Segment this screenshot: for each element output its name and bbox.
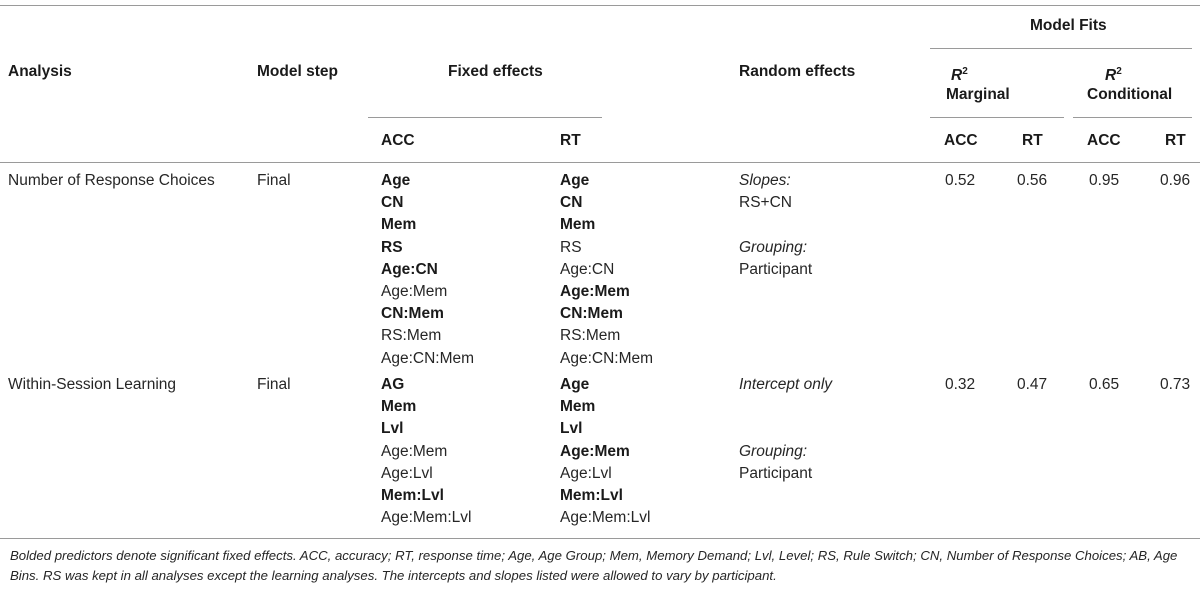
list-item: Age:Lvl [381,464,433,482]
header-bottom-rule [0,162,1200,163]
list-item: Age [381,172,411,189]
list-item: RS:Mem [560,327,621,345]
list-item: CN:Mem [381,305,444,323]
table-row-1-conditional-acc: 0.95 [1089,172,1120,189]
list-item: Age:CN [560,260,615,278]
list-item: Lvl [560,420,583,438]
table-row-2-marginal-rt: 0.47 [1017,376,1048,393]
list-item: Age:CN [381,260,438,278]
table-top-rule [0,5,1200,6]
table-row-1-conditional-rt: 0.96 [1160,172,1191,189]
table-row-2-fixed-acc [381,374,471,529]
list-item: RS:Mem [381,327,442,345]
col-header-analysis: Analysis [8,63,72,80]
model-fits-rule [930,48,1192,49]
conditional-rule [1073,117,1192,118]
list-item: Age:Mem [560,283,630,301]
list-item: Mem [560,398,596,416]
table-row-1-random-effects [739,170,812,281]
col-header-fixed-rt: RT [560,132,581,149]
table-row-1-fixed-acc [381,170,474,370]
list-item: Age:Mem [560,442,630,460]
list-item: Age [560,172,590,189]
list-item: RS+CN [739,194,792,212]
table-row-2-model-step: Final [257,376,291,393]
col-header-model-fits: Model Fits [1030,17,1107,34]
list-item: Age:Mem:Lvl [560,509,651,527]
col-header-random-effects: Random effects [739,63,856,80]
list-item: RS [560,238,582,256]
table-row-2-fixed-rt [560,374,650,529]
list-item: Intercept only [739,376,833,393]
list-item: Lvl [381,420,404,438]
list-item: Mem:Lvl [560,487,623,505]
table-row-2-marginal-acc: 0.32 [945,376,976,393]
list-item: Age:Mem:Lvl [381,509,472,527]
list-item: Age:CN:Mem [560,349,654,367]
col-header-marginal-acc: ACC [944,132,978,149]
list-item [739,396,832,418]
list-item: Age:CN:Mem [381,349,475,367]
list-item: Age:Mem [381,442,448,460]
table-row-1-marginal-rt: 0.56 [1017,172,1048,189]
list-item: Grouping: [739,442,808,460]
list-item: CN:Mem [560,305,623,323]
table-row-1-model-step: Final [257,172,291,189]
marginal-r2-symbol: $R^2$ [951,66,968,84]
list-item: Age:Lvl [560,464,612,482]
list-item: Age [560,376,590,393]
col-header-marginal: Marginal [946,86,1010,103]
table-row-2-analysis: Within-Session Learning [8,376,177,393]
col-header-conditional: Conditional [1087,86,1173,103]
list-item: Participant [739,464,813,482]
table-row-2-random-effects [739,374,832,485]
col-header-fixed-acc: ACC [381,132,415,149]
list-item: AG [381,376,405,393]
fixed-effects-rule [368,117,602,118]
list-item: Mem [381,398,417,416]
table-row-1-analysis: Number of Response Choices [8,172,215,189]
list-item: Grouping: [739,238,808,256]
col-header-conditional-acc: ACC [1087,132,1121,149]
col-header-conditional-rt: RT [1165,132,1186,149]
list-item: Participant [739,260,813,278]
conditional-r2-symbol: $R^2$ [1105,66,1122,84]
list-item: Mem:Lvl [381,487,444,505]
table-bottom-rule [0,538,1200,539]
table-row-2-conditional-rt: 0.73 [1160,376,1191,393]
table-row-2-conditional-acc: 0.65 [1089,376,1120,393]
list-item: CN [560,194,583,212]
list-item [739,214,812,236]
marginal-rule [930,117,1064,118]
col-header-marginal-rt: RT [1022,132,1043,149]
col-header-fixed-effects: Fixed effects [448,63,543,80]
list-item: Age:Mem [381,283,448,301]
table-footnote: Bolded predictors denote significant fixed effects. ACC, accuracy; RT, response time; Age, Age Group; Mem, Memory Demand; Lvl, Level; RS, Rule Switch; CN, Number of Response Choices; AB, Age Bins. RS was kept in all analyses except the learning analyses. The intercepts and slopes listed were allowed to vary by participant. [10,548,1178,583]
col-header-model-step: Model step [257,63,338,80]
list-item: CN [381,194,404,212]
table-row-1-marginal-acc: 0.52 [945,172,976,189]
list-item: RS [381,238,403,256]
list-item: Slopes: [739,172,791,189]
table-row-1-fixed-rt [560,170,653,370]
list-item [739,418,832,440]
list-item: Mem [560,216,596,234]
list-item: Mem [381,216,417,234]
